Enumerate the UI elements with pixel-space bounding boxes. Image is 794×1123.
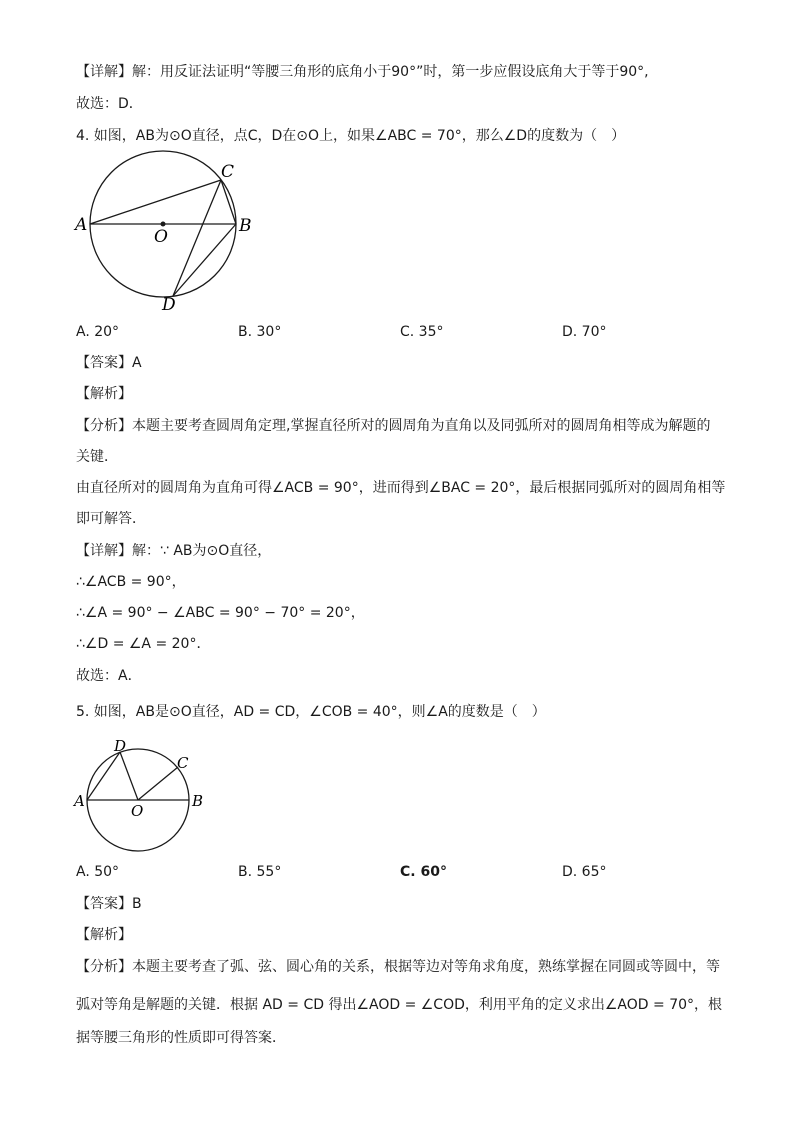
- fig5-label-d: D: [114, 737, 127, 755]
- q4-detail-line-2: ∴∠ACB = 90°，: [76, 574, 186, 590]
- q4-analysis-line-1: 【分析】本题主要考查圆周角定理,掌握直径所对的圆周角为直角以及同弧所对的圆周角相等成为解题的: [76, 418, 711, 434]
- fig5-label-b: B: [192, 792, 204, 810]
- q4-option-d: D. 70°: [562, 324, 607, 340]
- q5-analysis-line-1: 【分析】本题主要考查了弧、弦、圆心角的关系，根据等边对等角求角度，熟练掌握在同圆或等圆中，等: [76, 959, 720, 975]
- fig4-chord-cd: [173, 180, 221, 296]
- q5-answer: 【答案】B: [76, 896, 142, 912]
- q4-option-b: B. 30°: [238, 324, 282, 340]
- question-4-stem: 4. 如图，AB为⊙O直径，点C，D在⊙O上，如果∠ABC = 70°，那么∠D的度数为（ ）: [76, 128, 626, 144]
- fig4-label-a: A: [75, 215, 88, 235]
- figure-q5-circle: [70, 735, 220, 855]
- fig5-chord-ad: [87, 752, 120, 800]
- q4-detail-line-4: ∴∠D = ∠A = 20°．: [76, 636, 211, 652]
- q4-analysis-line-2: 关键．: [76, 449, 118, 465]
- fig5-label-o: O: [131, 802, 144, 820]
- fig4-chord-ac: [90, 180, 221, 224]
- q5-analysis-line-3: 据等腰三角形的性质即可得答案．: [76, 1030, 286, 1046]
- q4-detail-line-3: ∴∠A = 90° − ∠ABC = 90° − 70° = 20°，: [76, 605, 365, 621]
- fig4-label-b: B: [239, 216, 252, 236]
- q4-analysis-line-4: 即可解答．: [76, 511, 146, 527]
- text-line-choice-prev: 故选：D．: [76, 96, 143, 112]
- figure-q4-circle: [70, 150, 270, 320]
- q4-option-a: A. 20°: [76, 324, 120, 340]
- fig4-label-c: C: [221, 162, 235, 182]
- fig5-radius-od: [120, 752, 138, 800]
- q5-option-d: D. 65°: [562, 864, 607, 880]
- q4-analysis-line-3: 由直径所对的圆周角为直角可得∠ACB = 90°，进而得到∠BAC = 20°，最后根据同弧所对的圆周角相等: [76, 480, 726, 496]
- q4-answer: 【答案】A: [76, 355, 142, 371]
- fig4-label-d: D: [162, 295, 176, 315]
- q5-option-c: C. 60°: [400, 864, 447, 880]
- q4-analysis-heading: 【解析】: [76, 386, 132, 402]
- fig5-label-a: A: [74, 792, 85, 810]
- text-line-detail-prev: 【详解】解：用反证法证明“等腰三角形的底角小于90°”时，第一步应假设底角大于等于90°,: [76, 64, 649, 80]
- fig5-radius-oc: [138, 767, 178, 800]
- fig4-chord-cb: [221, 180, 236, 224]
- fig4-center-dot: [161, 222, 166, 227]
- q4-option-c: C. 35°: [400, 324, 444, 340]
- q5-analysis-line-2: 弧对等角是解题的关键．根据 AD = CD 得出∠AOD = ∠COD，利用平角的定义求出∠AOD = 70°，根: [76, 997, 723, 1013]
- q5-option-b: B. 55°: [238, 864, 282, 880]
- fig5-label-c: C: [177, 754, 189, 772]
- question-5-stem: 5. 如图，AB是⊙O直径，AD = CD，∠COB = 40°，则∠A的度数是（ ）: [76, 704, 546, 720]
- q4-detail-line-1: 【详解】解：∵ AB为⊙O直径，: [76, 543, 272, 559]
- q5-option-a: A. 50°: [76, 864, 120, 880]
- q4-detail-line-5: 故选：A．: [76, 668, 142, 684]
- q5-analysis-heading: 【解析】: [76, 927, 132, 943]
- fig4-label-o: O: [154, 227, 168, 247]
